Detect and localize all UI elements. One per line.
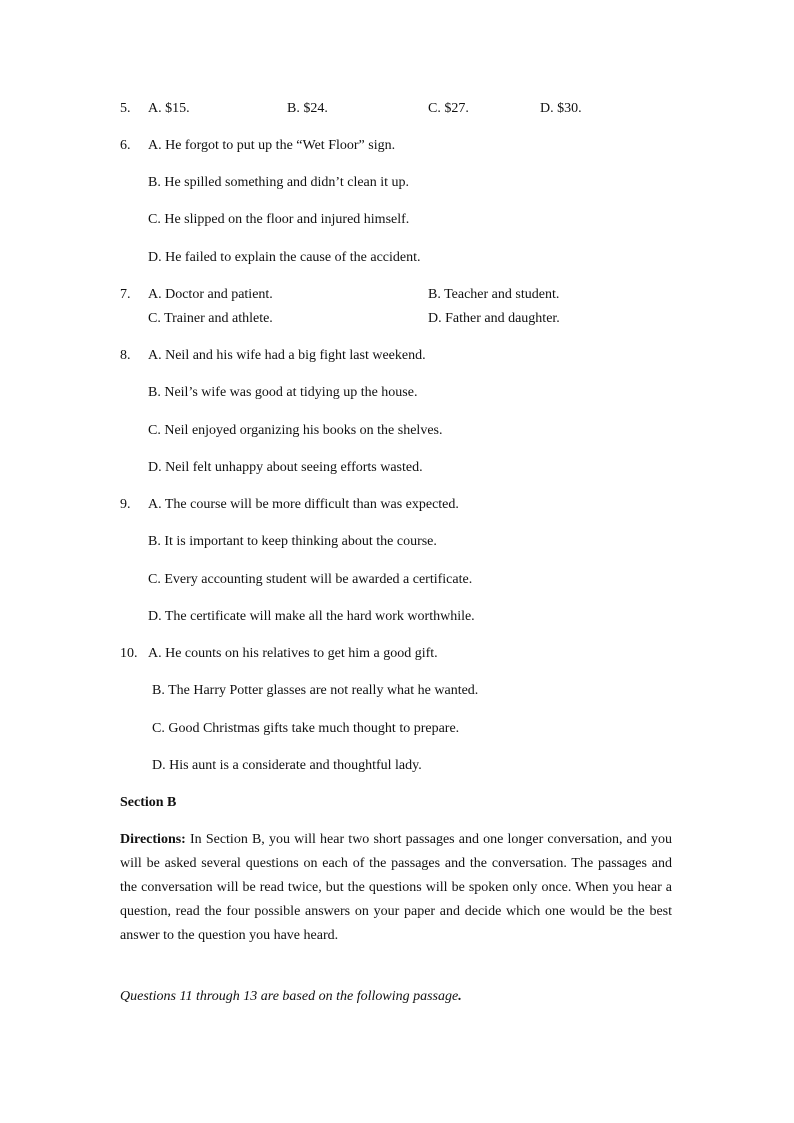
option-c: C. Trainer and athlete. — [148, 311, 273, 326]
passage-intro-period: . — [458, 989, 462, 1004]
directions-text: In Section B, you will hear two short passages and one longer conversation, and you will be asked several questions on each of the passages and the conversation. The passages and the conversation will be read twice, but the questions will be spoken only once. When you hear a question, read the four possible answers on your paper and decide which one would be the best answer to the question you have heard. — [120, 832, 672, 943]
question-number: 5. — [120, 101, 131, 116]
passage-intro-text: Questions 11 through 13 are based on the following passage — [120, 989, 459, 1004]
option-a: A. Doctor and patient. — [148, 287, 273, 302]
option-a: A. Neil and his wife had a big fight last weekend. — [148, 348, 426, 363]
option-b: B. He spilled something and didn’t clean it up. — [148, 175, 410, 190]
question-number: 10. — [120, 646, 138, 661]
option-d: D. His aunt is a considerate and thoughtful lady. — [152, 758, 422, 773]
option-c: C. Neil enjoyed organizing his books on the shelves. — [148, 423, 443, 438]
section-title: Section B — [120, 795, 177, 810]
directions-label: Directions: — [120, 832, 186, 847]
option-d: D. Neil felt unhappy about seeing efforts wasted. — [148, 460, 423, 475]
option-b: B. $24. — [287, 101, 328, 116]
option-c: C. He slipped on the floor and injured himself. — [148, 212, 410, 227]
option-b: B. The Harry Potter glasses are not really what he wanted. — [152, 683, 479, 698]
option-d: D. $30. — [540, 101, 582, 116]
question-number: 6. — [120, 138, 131, 153]
option-c: C. Every accounting student will be awarded a certificate. — [148, 572, 473, 587]
question-number: 9. — [120, 497, 131, 512]
option-a: A. He forgot to put up the “Wet Floor” sign. — [148, 138, 396, 153]
option-a: A. $15. — [148, 101, 190, 116]
option-d: D. Father and daughter. — [428, 311, 560, 326]
question-number: 7. — [120, 287, 131, 302]
option-d: D. The certificate will make all the hard work worthwhile. — [148, 609, 475, 624]
option-b: B. Neil’s wife was good at tidying up the house. — [148, 385, 418, 400]
option-c: C. $27. — [428, 101, 469, 116]
option-b: B. Teacher and student. — [428, 287, 560, 302]
option-a: A. He counts on his relatives to get him a good gift. — [148, 646, 438, 661]
option-d: D. He failed to explain the cause of the accident. — [148, 250, 421, 265]
option-b: B. It is important to keep thinking about the course. — [148, 534, 437, 549]
option-c: C. Good Christmas gifts take much thought to prepare. — [152, 721, 460, 736]
passage-intro — [120, 989, 462, 1005]
directions-paragraph — [120, 828, 672, 948]
question-number: 8. — [120, 348, 131, 363]
option-a: A. The course will be more difficult than was expected. — [148, 497, 459, 512]
